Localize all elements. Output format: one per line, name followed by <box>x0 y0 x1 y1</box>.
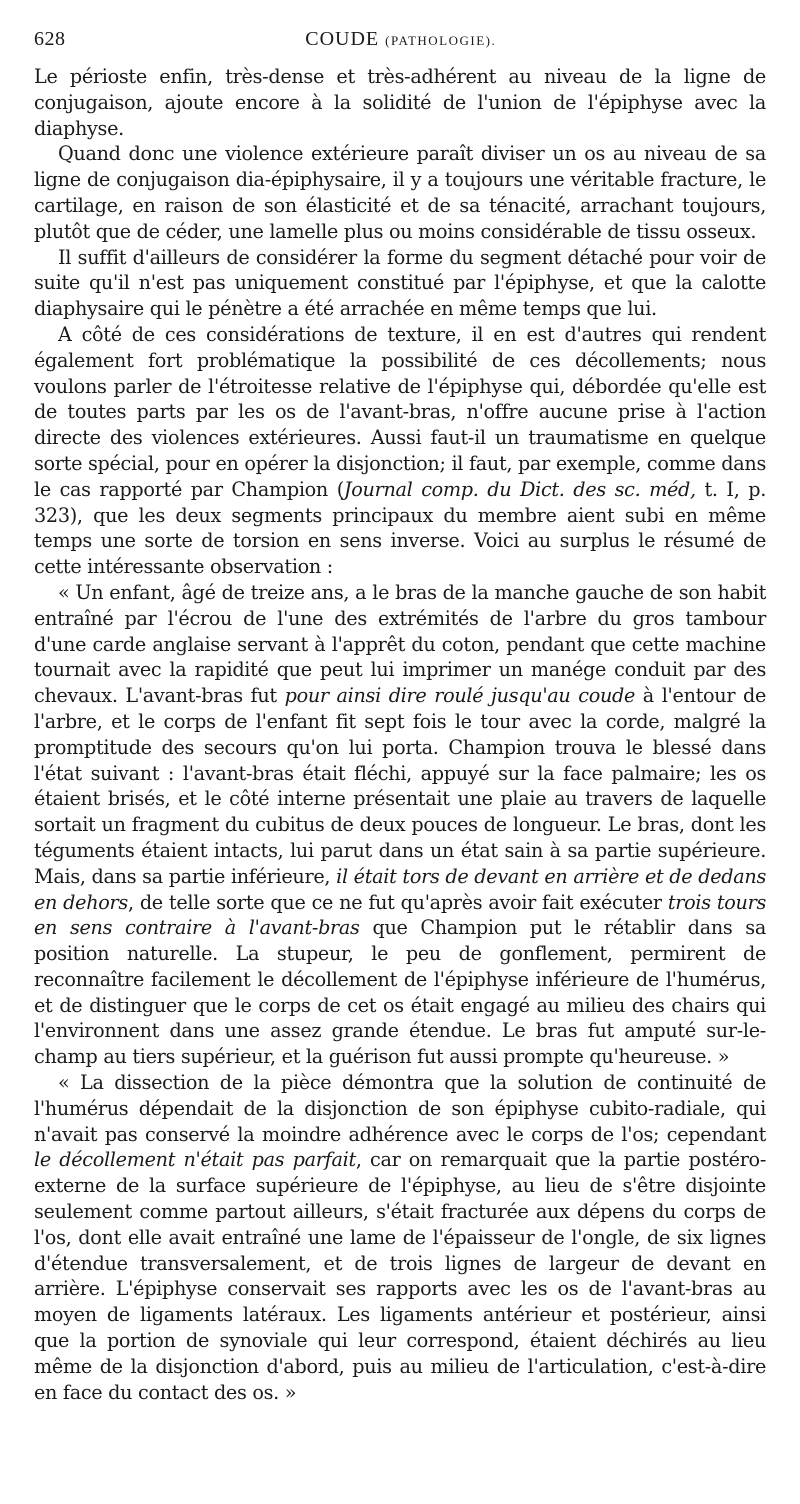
running-title <box>66 28 767 51</box>
book-page <box>34 28 766 1405</box>
quotation-1-italic-3: trois tours en sens contraire à l'avant-bras <box>34 890 766 940</box>
paragraph-1: Le périoste enfin, très-dense et très-adhérent au niveau de la ligne de conjugaison, ajoute encore à la solidité de l'union de l'épiphyse avec la diaphyse. <box>34 65 766 140</box>
journal-reference: Journal comp. du Dict. des sc. méd, <box>343 477 696 501</box>
running-head <box>34 28 766 58</box>
quotation-paragraph-2 <box>34 1070 766 1405</box>
quotation-1-text-c: , de telle sorte que ce ne fut qu'après avoir fait exécuter <box>127 890 668 914</box>
quotation-1-italic-2: il était tors de devant en arrière et de dedans en dehors <box>34 864 766 914</box>
page-number: 628 <box>34 28 66 50</box>
running-title-sub: (PATHOLOGIE). <box>385 33 497 48</box>
quotation-2-italic-1: le décollement n'était pas parfait <box>34 1148 356 1172</box>
quotation-1-text-a: « Un enfant, âgé de treize ans, a le bras de la manche gauche de son habit entraîné par l'écrou de l'une des extrémités de l'arbre du gros tambour d'une carde anglaise servant à l'apprêt du coton, pendant que cette machine tournait avec la rapidité que peut lui imprimer un manége conduit par des chevaux. L'avant-bras fut <box>34 580 766 708</box>
quotation-1-italic-1: pour ainsi dire roulé jusqu'au coude <box>284 684 636 708</box>
paragraph-2: Quand donc une violence extérieure paraît diviser un os au niveau de sa ligne de conjugaison dia-épiphysaire, il y a toujours une véritable fracture, le cartilage, en raison de son élasticité et de sa ténacité, arrachant toujours, plutôt que de céder, une lamelle plus ou moins considérable de tissu osseux. <box>34 142 766 243</box>
quotation-2-text-b: , car on remarquait que la partie postéro-externe de la surface supérieure de l'épiphyse, au lieu de s'être disjointe seulement comme partout ailleurs, s'était fracturée aux dépens du corps de l'os, dont elle avait entraîné une lame de l'épaisseur de l'ongle, de six lignes d'étendue transversalement, et de trois lignes de largeur de devant en arrière. L'épiphyse conservait ses rapports avec les os de l'avant-bras au moyen de ligaments latéraux. Les ligaments antérieur et postérieur, ainsi que la portion de synoviale qui leur correspond, étaient déchirés au lieu même de la disjonction d'abord, puis au milieu de l'articulation, c'est-à-dire en face du contact des os. » <box>34 1148 766 1404</box>
running-title-main: COUDE <box>305 28 380 50</box>
paragraph-4-text-b: t. I, p. 323), que les deux segments principaux du membre aient subi en même temps une sorte de torsion en sens inverse. Voici au surplus le résumé de cette intéressante observation : <box>34 477 766 579</box>
body-text <box>34 64 766 1405</box>
paragraph-4 <box>34 322 766 580</box>
paragraph-4-text-a: A côté de ces considérations de texture, il en est d'autres qui rendent également fort problématique la possibilité de ces décollements; nous voulons parler de l'étroitesse relative de l'épiphyse qui, débordée qu'elle est de toutes parts par les os de l'avant-bras, n'offre aucune prise à l'action directe des violences extérieures. Aussi faut-il un traumatisme en quelque sorte spécial, pour en opérer la disjonction; il faut, par exemple, comme dans le cas rapporté par Champion ( <box>34 322 766 501</box>
quotation-paragraph-1 <box>34 580 766 1070</box>
quotation-2-text-a: « La dissection de la pièce démontra que la solution de continuité de l'humérus dépendait de la disjonction de son épiphyse cubito-radiale, qui n'avait pas conservé la moindre adhérence avec le corps de l'os; cependant <box>34 1071 766 1146</box>
quotation-1-text-b: à l'entour de l'arbre, et le corps de l'enfant fit sept fois le tour avec la corde, malgré la promptitude des secours qu'on lui porta. Champion trouva le blessé dans l'état suivant : l'avant-bras était fléchi, appuyé sur la face palmaire; les os étaient brisés, et le côté interne présentait une plaie au travers de laquelle sortait un fragment du cubitus de deux pouces de longueur. Le bras, dont les téguments étaient intacts, lui parut dans un état sain à sa partie supérieure. Mais, dans sa partie inférieure, <box>34 684 767 888</box>
paragraph-3: Il suffit d'ailleurs de considérer la forme du segment détaché pour voir de suite qu'il n'est pas uniquement constitué par l'épiphyse, et que la calotte diaphysaire qui le pénètre a été arrachée en même temps que lui. <box>34 245 766 321</box>
quotation-1-text-d: que Champion put le rétablir dans sa position naturelle. La stupeur, le peu de gonflement, permirent de reconnaître facilement le décollement de l'épiphyse inférieure de l'humérus, et de distinguer que le corps de cet os était engagé au milieu des chairs qui l'environnent dans une assez grande étendue. Le bras fut amputé sur-le-champ au tiers supérieur, et la guérison fut aussi prompte qu'heureuse. » <box>34 916 766 1069</box>
